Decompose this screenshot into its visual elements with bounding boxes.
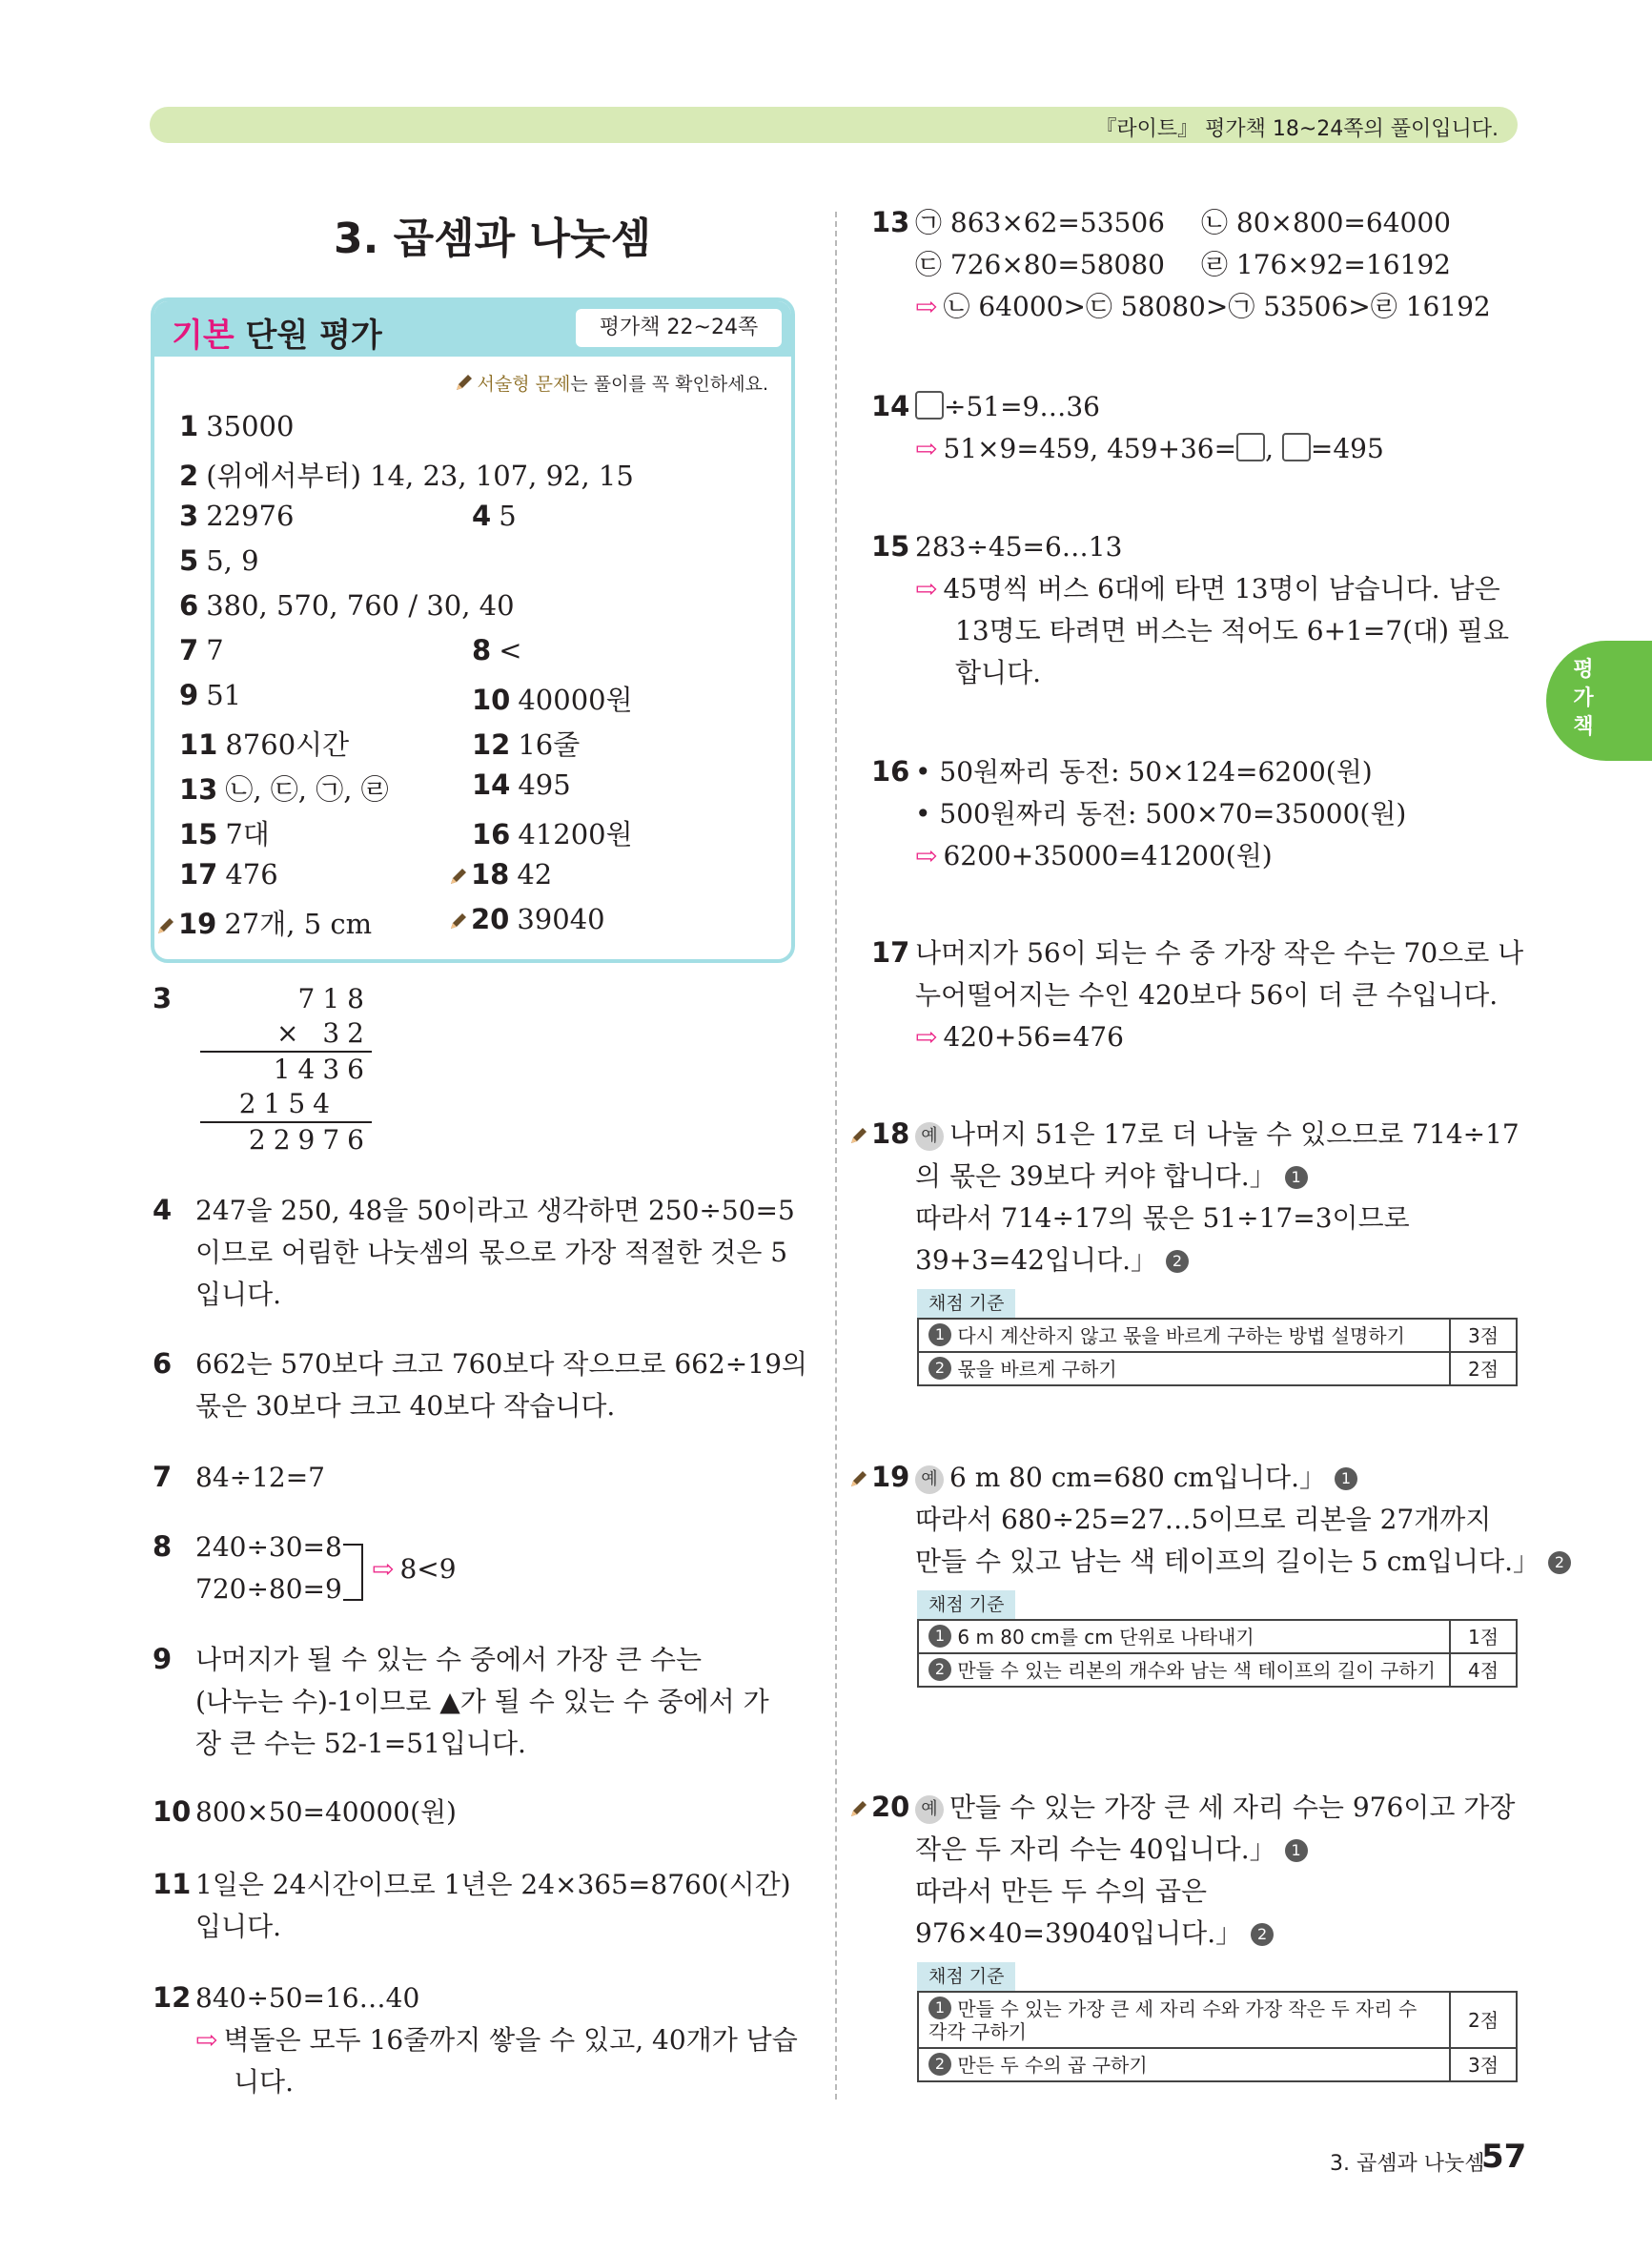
grading-tag: 채점 기준 — [917, 1962, 1015, 1991]
blank-box — [915, 391, 944, 420]
step-marker: 1 — [1285, 1166, 1308, 1189]
question-number: 12 — [153, 1981, 192, 2014]
question-number: 6 — [153, 1347, 173, 1380]
question-number: 10 — [153, 1795, 192, 1828]
question-number: 15 — [871, 530, 910, 563]
chapter-title: 3. 곱셈과 나눗셈 — [334, 215, 651, 263]
summary-item: 20 39040 — [448, 903, 605, 935]
solution-12: 840÷50=16…40 ⇨ 벽돌은 모두 16줄까지 쌓을 수 있고, 40개가 남습 니다. — [195, 1982, 798, 2098]
solution-11: 1일은 24시간이므로 1년은 24×365=8760(시간) 입니다. — [195, 1869, 791, 1942]
summary-item: 2 (위에서부터) 14, 23, 107, 92, 15 — [179, 460, 634, 492]
solution-14: ÷51=9…36 ⇨ 51×9=459, 459+36= , =495 — [915, 391, 1384, 464]
side-tab — [1546, 641, 1652, 761]
mult-row: 2154 — [238, 1088, 337, 1119]
question-number: 14 — [871, 390, 910, 422]
solution-18: 예 나머지 51은 17로 더 나눌 수 있으므로 714÷17 의 몫은 39보다 커야 합니다.」 1 따라서 714÷17의 몫은 51÷17=3이므로 39+3=42입니다.」 2 — [915, 1118, 1519, 1276]
summary-item: 18 42 — [448, 858, 552, 891]
side-tab-label: 평가책 — [1573, 658, 1594, 739]
pencil-icon — [848, 1798, 869, 1819]
grading-table-20: 채점 기준 1 만들 수 있는 가장 큰 세 자리 수와 가장 작은 두 자리 수 각각 구하기 2점 2 만든 두 수의 곱 구하기 3점 — [917, 1962, 1518, 2082]
example-badge: 예 — [915, 1122, 944, 1151]
question-number: 17 — [871, 936, 910, 969]
pencil-icon — [155, 915, 176, 936]
solution-8-result: ⇨ 8<9 — [372, 1553, 457, 1585]
summary-item: 1 35000 — [179, 410, 295, 442]
solution-17: 나머지가 56이 되는 수 중 가장 작은 수는 70으로 나 누어떨어지는 수인 420보다 56이 더 큰 수입니다. ⇨ 420+56=476 — [915, 937, 1524, 1053]
solution-20: 예 만들 수 있는 가장 큰 세 자리 수는 976이고 가장 작은 두 자리 수는 40입니다.」 1 따라서 만든 두 수의 곱은 976×40=39040입니다.」 2 — [915, 1792, 1516, 1949]
question-number: 3 — [153, 982, 173, 1014]
grading-tag: 채점 기준 — [917, 1289, 1015, 1318]
column-divider — [835, 212, 837, 2099]
solution-4: 247을 250, 48을 50이라고 생각하면 250÷50=5 이므로 어림한 나눗셈의 몫으로 가장 적절한 것은 5 입니다. — [195, 1195, 795, 1310]
blank-box — [1282, 433, 1311, 461]
summary-title: 기본 단원 평가 — [172, 317, 382, 355]
pencil-icon — [848, 1125, 869, 1146]
mult-row: 718 — [297, 983, 372, 1014]
question-number: 16 — [871, 755, 910, 788]
question-number: 20 — [848, 1791, 909, 1823]
summary-header — [154, 301, 791, 357]
solution-15: 283÷45=6…13 ⇨ 45명씩 버스 6대에 타면 13명이 남습니다. 남은 13명도 타려면 버스는 적어도 6+1=7(대) 필요 합니다. — [915, 531, 1510, 688]
pencil-icon — [848, 1468, 869, 1489]
header-text: 『라이트』 평가책 18~24쪽의 풀이입니다. — [1095, 117, 1499, 141]
summary-item: 15 7대 — [179, 818, 270, 850]
solution-7: 84÷12=7 — [195, 1462, 325, 1493]
summary-item: 13 ㉡, ㉢, ㉠, ㉣ — [179, 773, 389, 806]
solution-10: 800×50=40000(원) — [195, 1796, 457, 1828]
pencil-icon — [448, 866, 469, 887]
question-number: 13 — [871, 206, 910, 238]
step-marker: 2 — [1251, 1923, 1274, 1946]
grading-tag: 채점 기준 — [917, 1590, 1015, 1619]
step-marker: 1 — [1285, 1839, 1308, 1862]
summary-item: 8 < — [472, 634, 522, 666]
solution-16: • 50원짜리 동전: 50×124=6200(원) • 500원짜리 동전: 500×70=35000(원) ⇨ 6200+35000=41200(원) — [915, 756, 1407, 871]
bracket-icon — [343, 1543, 372, 1602]
solution-13: ㉠ 863×62=53506 ㉡ 80×800=64000 ㉢ 726×80=58080 ㉣ 176×92=16192 ⇨ ㉡ 64000>㉢ 58080>㉠ 53506>㉣ 16192 — [915, 207, 1491, 322]
summary-item: 14 495 — [472, 768, 571, 801]
example-badge: 예 — [915, 1465, 944, 1494]
question-number: 8 — [153, 1530, 173, 1563]
summary-item: 5 5, 9 — [179, 544, 259, 577]
summary-item: 6 380, 570, 760 / 30, 40 — [179, 589, 515, 622]
summary-item: 12 16줄 — [472, 728, 581, 761]
solution-9: 나머지가 될 수 있는 수 중에서 가장 큰 수는 (나누는 수)-1이므로 ▲가 될 수 있는 수 중에서 가 장 큰 수는 52-1=51입니다. — [195, 1644, 769, 1759]
summary-item: 19 27개, 5 cm — [155, 903, 372, 942]
question-number: 11 — [153, 1868, 192, 1900]
summary-range: 평가책 22~24쪽 — [576, 309, 782, 347]
pencil-icon — [448, 911, 469, 932]
question-number: 4 — [153, 1194, 173, 1226]
multiplication-work — [191, 982, 372, 1157]
question-number: 19 — [848, 1461, 909, 1493]
summary-item: 16 41200원 — [472, 818, 633, 850]
summary-item: 9 51 — [179, 679, 242, 711]
solution-6: 662는 570보다 크고 760보다 작으므로 662÷19의 몫은 30보다 크고 40보다 작습니다. — [195, 1348, 807, 1422]
step-marker: 1 — [1335, 1467, 1357, 1490]
question-number: 7 — [153, 1461, 173, 1493]
mult-row: 22976 — [248, 1124, 372, 1156]
footer-chapter: 3. 곱셈과 나눗셈 — [1330, 2152, 1485, 2176]
step-marker: 2 — [1166, 1250, 1189, 1273]
solution-19: 예 6 m 80 cm=680 cm입니다.」 1 따라서 680÷25=27…5이므로 리본을 27개까지 만들 수 있고 남는 색 테이프의 길이는 5 cm입니다.」 2 — [915, 1457, 1571, 1583]
summary-item: 10 40000원 — [472, 684, 633, 716]
mult-row: × 32 — [276, 1017, 372, 1049]
summary-item: 17 476 — [179, 858, 278, 891]
question-number: 9 — [153, 1643, 173, 1675]
example-badge: 예 — [915, 1795, 944, 1824]
summary-item: 11 8760시간 — [179, 728, 350, 761]
step-marker: 2 — [1548, 1551, 1571, 1574]
question-number: 18 — [848, 1117, 909, 1150]
blank-box — [1236, 433, 1265, 461]
pencil-icon — [454, 372, 475, 393]
page-number: 57 — [1481, 2138, 1527, 2176]
summary-item: 4 5 — [472, 500, 517, 532]
grading-table-19: 채점 기준 1 6 m 80 cm를 cm 단위로 나타내기 1점 2 만들 수 있는 리본의 개수와 남는 색 테이프의 길이 구하기 4점 — [917, 1590, 1518, 1688]
header-bar — [150, 107, 1518, 143]
mult-row: 1436 — [273, 1054, 372, 1085]
summary-note: 서술형 문제는 풀이를 꼭 확인하세요. — [454, 370, 768, 396]
summary-item: 3 22976 — [179, 500, 295, 532]
summary-item: 7 7 — [179, 634, 224, 666]
solution-8: 240÷30=8 720÷80=9 — [195, 1531, 342, 1605]
grading-table-18: 채점 기준 1 다시 계산하지 않고 몫을 바르게 구하는 방법 설명하기 3점 2 몫을 바르게 구하기 2점 — [917, 1289, 1518, 1386]
